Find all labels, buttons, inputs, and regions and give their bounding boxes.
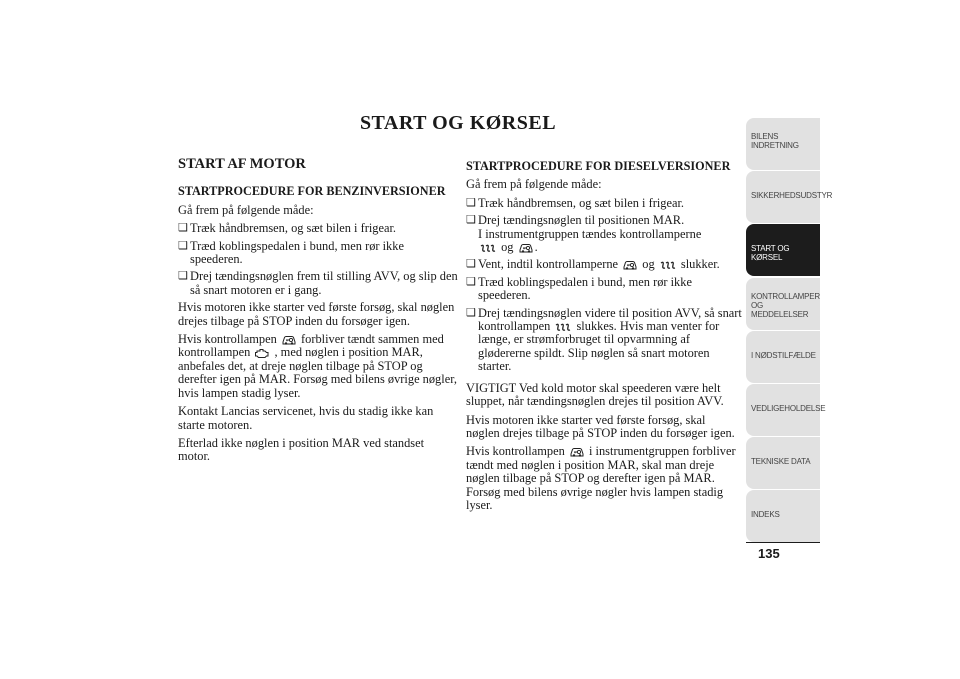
petrol-step-3: ❑ Drej tændingsnøglen frem til stilling AVV, og slip den så snart motoren er i gang. xyxy=(178,270,458,297)
text-part: I instrumentgruppen tændes kontrollamperne xyxy=(478,226,702,241)
text-part: Drej tændingsnøglen til positionen MAR. xyxy=(478,213,685,228)
diesel-retry-text: Hvis motoren ikke starter ved første forsøg, skal nøglen drejes tilbage på STOP inden du forsøger igen. xyxy=(466,412,735,440)
text-part: forbliver tændt sammen med kontrollampen xyxy=(178,332,444,360)
car-key-icon xyxy=(569,445,585,458)
tab-bilens-indretning[interactable]: BILENS INDRETNING xyxy=(746,118,820,170)
page-number: 135 xyxy=(758,546,780,561)
tab-vedligeholdelse[interactable]: VEDLIGEHOLDELSE xyxy=(746,384,820,436)
car-key-icon xyxy=(622,258,638,271)
text-part: Hvis kontrollampen xyxy=(466,444,565,459)
text-part: i instrumentgruppen forbliver tændt med nøglen i position MAR, skal man dreje nøglen tilbage på STOP og derefter igen på MAR. Forsøg med bilens øvrige nøgler hvis lampen stadig lyser. xyxy=(466,444,736,512)
car-key-icon xyxy=(518,241,534,254)
diesel-step-1: ❑ Træk håndbremsen, og sæt bilen i frigear. xyxy=(466,197,742,210)
text-part: , med nøglen i position MAR, anbefales det, at dreje nøglen tilbage på STOP og derefter igen på MAR. Forsøg med bilens øvrige nøgler, hvis lampen stadig lyser. xyxy=(178,345,457,400)
tab-start-og-korsel[interactable]: START OG KØRSEL xyxy=(746,224,820,276)
diesel-procedure-heading: STARTPROCEDURE FOR DIESELVERSIONER xyxy=(466,159,731,173)
section-heading: START AF MOTOR xyxy=(178,156,306,172)
tab-kontrollamper[interactable]: KONTROLLAMPER OG MEDDELELSER xyxy=(746,278,820,330)
tab-sikkerhedsudstyr[interactable]: SIKKERHEDSUDSTYR xyxy=(746,171,820,223)
petrol-step-1: ❑ Træk håndbremsen, og sæt bilen i frigear. xyxy=(178,222,458,235)
glow-plug-icon xyxy=(479,243,497,254)
tab-i-nodstilfaelde[interactable]: I NØDSTILFÆLDE xyxy=(746,331,820,383)
text-part: Drej tændingsnøglen videre til position AVV, så snart kontrollampen xyxy=(478,305,742,334)
text-part: . xyxy=(534,240,538,255)
diesel-step-4: ❑ Træd koblingspedalen i bund, men rør ikke speederen. xyxy=(466,276,742,303)
page-title: START OG KØRSEL xyxy=(359,112,557,134)
glow-plug-icon xyxy=(659,260,677,271)
text-part: slukker. xyxy=(680,257,720,272)
chapter-tabs xyxy=(746,118,833,544)
diesel-warning-lamp-text xyxy=(466,445,742,512)
text-part: og xyxy=(501,240,514,255)
car-key-icon xyxy=(281,333,297,346)
glow-plug-icon xyxy=(554,322,572,333)
tab-indeks[interactable]: INDEKS xyxy=(746,490,820,542)
diesel-step-3 xyxy=(466,258,742,271)
diesel-step-2 xyxy=(466,214,742,254)
diesel-important-text: VIGTIGT Ved kold motor skal speederen være helt sluppet, når tændingsnøglen drejes til position AVV. xyxy=(466,380,724,409)
text-part: og xyxy=(642,257,655,272)
petrol-retry-text: Hvis motoren ikke starter ved første forsøg, skal nøglen drejes tilbage på STOP inden du forsøger igen. xyxy=(178,300,455,328)
text-part: slukkes. Hvis man venter for længe, er strømforbruget til opvarmning af glødererne spildt. Slip nøglen så snart motoren starter. xyxy=(478,319,720,374)
petrol-intro: Gå frem på følgende måde: xyxy=(178,202,314,217)
petrol-step-2: ❑ Træd koblingspedalen i bund, men rør ikke speederen. xyxy=(178,240,458,267)
petrol-warning-lamp-text xyxy=(178,333,458,400)
text-part: Vent, indtil kontrollamperne xyxy=(478,257,619,272)
diesel-step-5 xyxy=(466,307,742,374)
right-column xyxy=(466,158,742,517)
petrol-procedure-heading: STARTPROCEDURE FOR BENZINVERSIONER xyxy=(178,184,446,199)
tab-tekniske-data[interactable]: TEKNISKE DATA xyxy=(746,437,820,489)
left-column xyxy=(178,158,458,469)
petrol-service-text: Kontakt Lancias servicenet, hvis du stadig ikke kan starte motoren. xyxy=(178,404,434,432)
engine-icon xyxy=(254,347,270,359)
text-part: Hvis kontrollampen xyxy=(178,332,277,347)
tab-divider xyxy=(746,542,820,543)
petrol-key-text: Efterlad ikke nøglen i position MAR ved standset motor. xyxy=(178,435,425,464)
diesel-intro: Gå frem på følgende måde: xyxy=(466,177,602,192)
